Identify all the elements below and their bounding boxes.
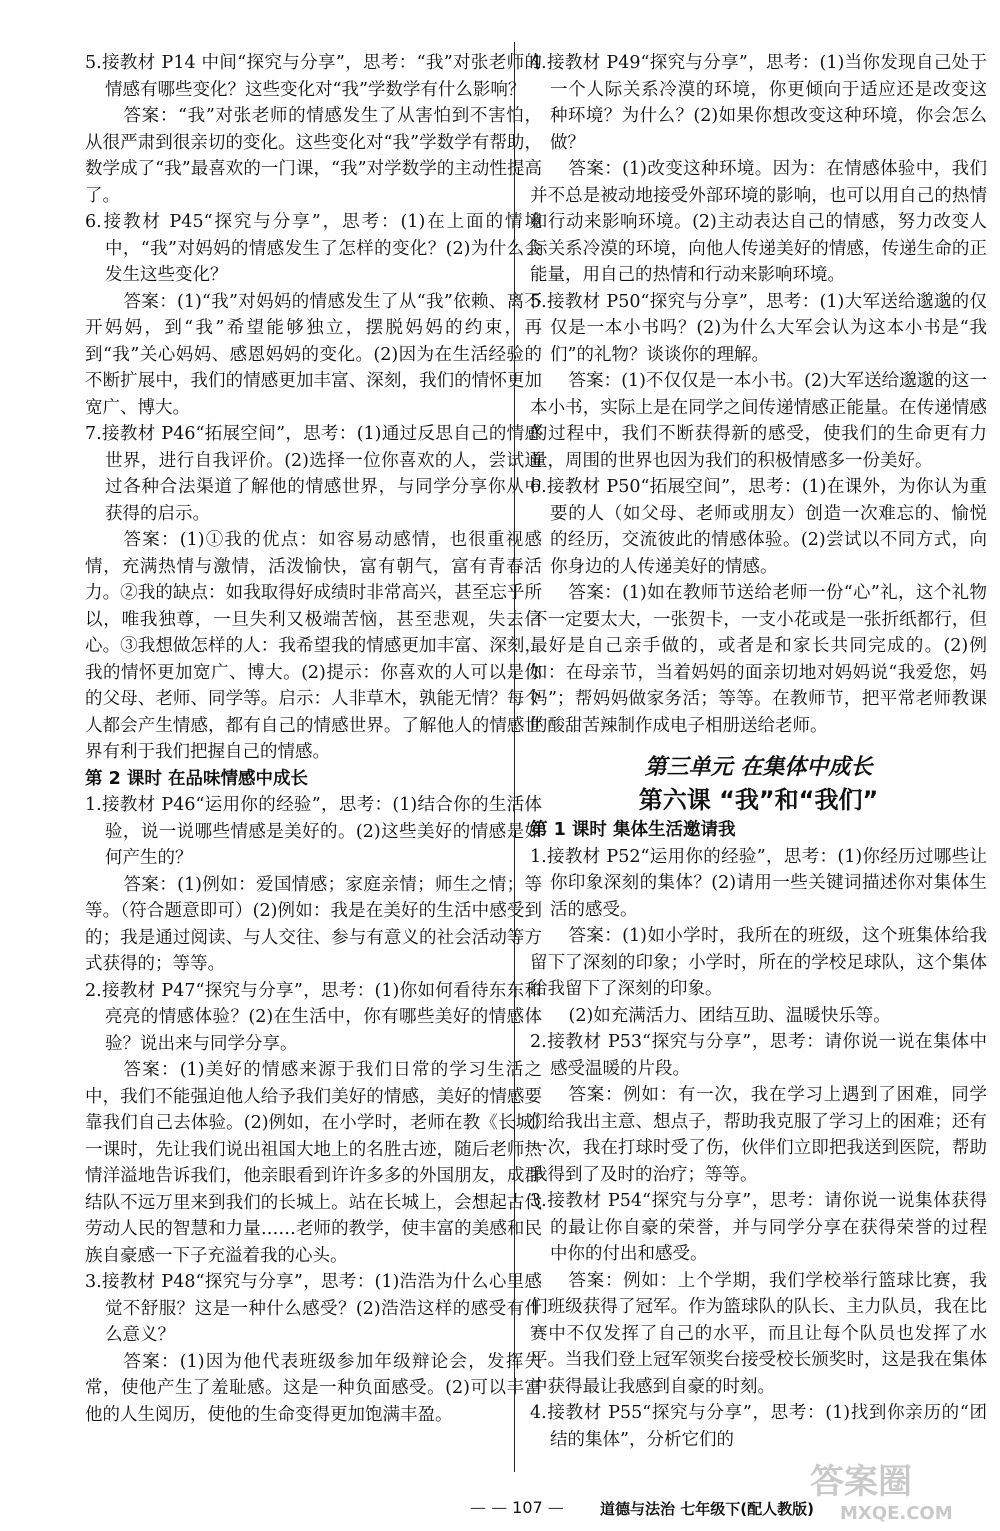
question-2: 2.接教材 P53“探究与分享”，思考：请你说一说在集体中感受温暖的片段。 [530,1032,987,1079]
answer-6: 答案：(1)“我”对妈妈的情感发生了从“我”依赖、离不开妈妈，到“我”希望能够独立，摆脱妈妈的约束，再到“我”关心妈妈、感恩妈妈的变化。(2)因为在生活经验的不断扩展中，我们的情感更加丰富、深刻，我们的情怀更加宽广、博大。 [85,291,542,418]
watermark-domain: MXQE.COM [840,1503,953,1524]
question-4-partial: 4.接教材 P55“探究与分享”，思考：(1)找到你亲历的“团结的集体”，分析它们的 [530,1403,987,1450]
answer-2: 答案：例如：有一次，我在学习上遇到了困难，同学们给我出主意、想点子，帮助我克服了学习上的困难；还有一次，我在打球时受了伤，伙伴们立即把我送到医院，帮助我得到了及时的治疗；等等。 [530,1085,987,1185]
question-7: 7.接教材 P46“拓展空间”，思考：(1)通过反思自己的情感世界，进行自我评价。(2)选择一位你喜欢的人，尝试通过各种合法渠道了解他的情感世界，与同学分享你从中获得的启示。 [85,424,542,524]
question-1: 1.接教材 P52“运用你的经验”，思考：(1)你经历过哪些让你印象深刻的集体？(2)请用一些关键词描述你对集体生活的感受。 [530,846,987,920]
lesson-title: 第六课 “我”和“我们” [638,786,879,814]
book-title: 道德与法治 七年级下(配人教版) [600,1500,814,1518]
question-5: 5.接教材 P14 中间“探究与分享”，思考：“我”对张老师的情感有哪些变化？这些变化对“我”学数学有什么影响？ [85,53,542,100]
question-6: 6.接教材 P45“探究与分享”，思考：(1)在上面的情境中，“我”对妈妈的情感发生了怎样的变化？(2)为什么会发生这些变化？ [85,212,542,285]
answer-6: 答案：(1)如在教师节送给老师一份“心”礼，这个礼物不一定要太大，一张贺卡，一支小花或是一张折纸都行，但最好是自己亲手做的，或者是和家长共同完成的。(2)例如：在母亲节，当着妈妈的面亲切地对妈妈说“我爱您，妈妈”；帮妈妈做家务活；等等。在教师节，把平常老师教课的酸甜苦辣制作成电子相册送给老师。 [530,583,987,736]
question-2: 2.接教材 P47“探究与分享”，思考：(1)你如何看待东东和亮亮的情感体验？(2)在生活中，你有哪些美好的情感体验？说出来与同学分享。 [85,980,542,1054]
section-heading-lesson-1: 第 1 课时 集体生活邀请我 [530,820,736,840]
right-column [530,50,987,1453]
left-column [85,50,542,1428]
answer-4: 答案：(1)改变这种环境。因为：在情感体验中，我们并不总是被动地接受外部环境的影响，也可以用自己的热情和行动来影响环境。(2)主动表达自己的情感，努力改变人际关系冷漠的环境，向他人传递美好的情感，传递生命的正能量，用自己的热情和行动来影响环境。 [530,159,987,285]
question-5: 5.接教材 P50“探究与分享”，思考：(1)大军送给邈邈的仅仅是一本小书吗？(2)为什么大军会认为这本小书是“我们”的礼物？谈谈你的理解。 [530,291,987,365]
question-3: 3.接教材 P54“探究与分享”，思考：请你说一说集体获得的最让你自豪的荣誉，并与同学分享在获得荣誉的过程中你的付出和感受。 [530,1191,987,1264]
question-3: 3.接教材 P48“探究与分享”，思考：(1)浩浩为什么心里感觉不舒服？这是一种什么感受？(2)浩浩这样的感受有什么意义？ [85,1272,542,1345]
answer-5: 答案：(1)不仅仅是一本小书。(2)大军送给邈邈的这一本小书，实际上是在同学之间传递情感正能量。在传递情感的过程中，我们不断获得新的感受，使我们的生命更有力量，周围的世界也因为我们的积极情感多一份美好。 [530,371,987,471]
page-number: — — 107 — [470,1498,564,1517]
answer-1: 答案：(1)例如：爱国情感；家庭亲情；师生之情；等等。（符合题意即可）(2)例如：我是在美好的生活中感受到的；我是通过阅读、与人交往、参与有意义的社会活动等方式获得的；等等。 [85,874,542,974]
answer-1-part-2: (2)如充满活力、团结互助、温暖快乐等。 [568,1005,891,1026]
section-heading-lesson-2: 第 2 课时 在品味情感中成长 [85,768,308,789]
answer-3: 答案：(1)因为他代表班级参加年级辩论会，发挥失常，使他产生了羞耻感。这是一种负面感受。(2)可以丰富他的人生阅历，使他的生命变得更加饱满丰盈。 [85,1351,542,1425]
answer-1: 答案：(1)如小学时，我所在的班级，这个班集体给我留下了深刻的印象；小学时，所在的学校足球队，这个集体给我留下了深刻的印象。 [530,926,987,999]
watermark-text: 答案圈 [810,1462,912,1502]
answer-7: 答案：(1)①我的优点：如容易动感情，也很重视感情，充满热情与激情，活泼愉快，富有朝气，富有青春活力。②我的缺点：如我取得好成绩时非常高兴，甚至忘乎所以，唯我独尊，一旦失利又极端苦恼，甚至悲观，失去信心。③我想做怎样的人：我希望我的情感更加丰富、深刻，我的情怀更加宽广、博大。(2)提示：你喜欢的人可以是你的父母、老师、同学等。启示：人非草木，孰能无情？每个人都会产生情感，都有自己的情感世界。了解他人的情感世界有利于我们把握自己的情感。 [85,530,542,762]
unit-title: 第三单元 在集体中成长 [644,755,873,780]
answer-3: 答案：例如：上个学期，我们学校举行篮球比赛，我们班级获得了冠军。作为篮球队的队长、主力队员，我在比赛中不仅发挥了自己的水平，而且让每个队员也发挥了水平。当我们登上冠军领奖台接受校长颁奖时，这是我在集体中获得最让我感到自豪的时刻。 [530,1270,987,1397]
watermark-logo [800,1455,990,1525]
question-6: 6.接教材 P50“拓展空间”，思考：(1)在课外，为你认为重要的人（如父母、老师或朋友）创造一次难忘的、愉悦的经历，交流彼此的情感体验。(2)尝试以不同方式，向你身边的人传递美好的情感。 [530,477,987,577]
answer-2: 答案：(1)美好的情感来源于我们日常的学习生活之中，我们不能强迫他人给予我们美好的情感，美好的情感要靠我们自己去体验。(2)例如，在小学时，老师在教《长城》一课时，先让我们说出祖国大地上的名胜古迹，随后老师热情洋溢地告诉我们，他亲眼看到许许多多的外国朋友，成群结队不远万里来到我们的长城上。站在长城上，会想起古代劳动人民的智慧和力量……老师的教学，使丰富的美感和民族自豪感一下子充溢着我的心头。 [85,1060,542,1266]
answer-5: 答案：“我”对张老师的情感发生了从害怕到不害怕，从很严肃到很亲切的变化。这些变化对“我”学数学有帮助，数学成了“我”最喜欢的一门课，“我”对学数学的主动性提高了。 [85,106,542,206]
question-1: 1.接教材 P46“运用你的经验”，思考：(1)结合你的生活体验，说一说哪些情感是美好的。(2)这些美好的情感是如何产生的？ [85,795,542,868]
question-4: 4.接教材 P49“探究与分享”，思考：(1)当你发现自己处于一个人际关系冷漠的环境，你更倾向于适应还是改变这种环境？为什么？(2)如果你想改变这种环境，你会怎么做？ [530,53,987,153]
